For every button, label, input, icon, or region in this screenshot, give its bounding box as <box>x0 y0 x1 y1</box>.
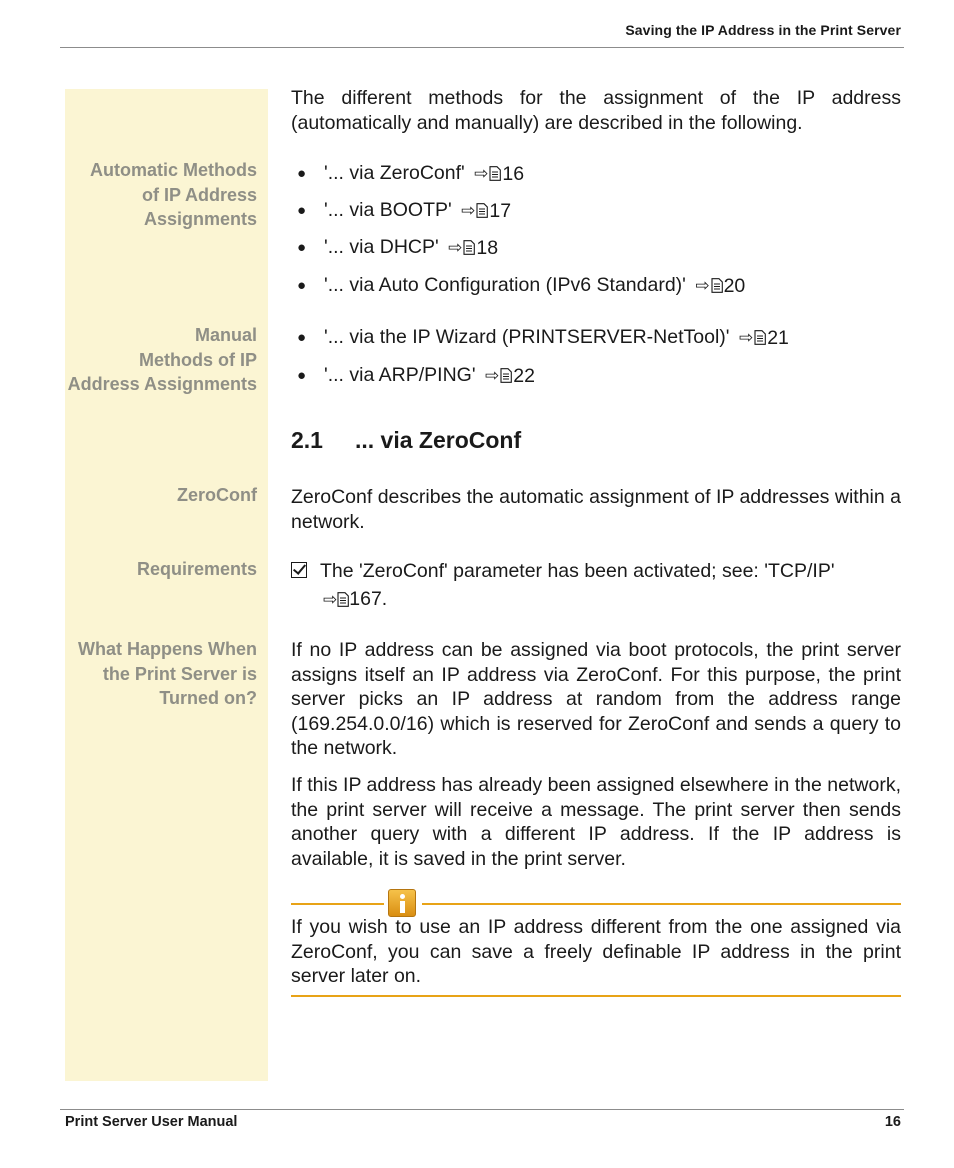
bullet-dot: ● <box>297 165 307 182</box>
section-title: ... via ZeroConf <box>355 427 522 453</box>
list-item-arp-ping: ● '... via ARP/PING' ⇨ 22 <box>297 364 535 387</box>
page-icon <box>754 330 766 345</box>
arrow-right-icon: ⇨ <box>461 201 476 220</box>
what-happens-paragraph-2: If this IP address has already been assigned elsewhere in the network, the print server will receive a message. The print server then sends another query with a different IP address. If the IP address is available, it is saved in the print server. <box>291 774 901 870</box>
sidebar-label-automatic-methods: Automatic Methods of IP Address Assignments <box>89 160 257 229</box>
section-number: 2.1 <box>291 427 323 453</box>
checked-box-icon <box>291 562 307 578</box>
page-icon <box>337 592 349 607</box>
requirement-reference[interactable]: ⇨ 167. <box>323 588 388 610</box>
cross-reference-link[interactable]: ⇨ 16 <box>474 162 525 185</box>
arrow-right-icon: ⇨ <box>695 276 710 295</box>
page-icon <box>500 368 512 383</box>
footer-manual-title: Print Server User Manual <box>65 1114 238 1130</box>
note-rule-bottom <box>291 995 901 997</box>
info-icon <box>388 889 416 917</box>
page-icon <box>463 240 475 255</box>
cross-reference-link[interactable]: ⇨ 21 <box>738 326 789 349</box>
page-icon <box>711 278 723 293</box>
footer-rule <box>60 1109 904 1110</box>
list-item-zeroconf: ● '... via ZeroConf' ⇨ 16 <box>297 162 525 185</box>
zeroconf-description: ZeroConf describes the automatic assignment of IP addresses within a network. <box>291 486 901 533</box>
sidebar-label-requirements: Requirements <box>136 559 257 579</box>
bullet-dot: ● <box>297 202 307 219</box>
bullet-dot: ● <box>297 239 307 256</box>
arrow-right-icon: ⇨ <box>738 328 754 347</box>
intro-paragraph: The different methods for the assignment of the IP address (automatically and manually) are described in the following. <box>291 87 901 134</box>
arrow-right-icon: ⇨ <box>448 238 463 257</box>
page-icon <box>489 166 501 181</box>
cross-reference-link[interactable]: ⇨ 22 <box>485 364 535 387</box>
bullet-dot: ● <box>297 329 307 346</box>
sidebar-label-zeroconf: ZeroConf <box>177 485 257 505</box>
cross-reference-link[interactable]: ⇨ 17 <box>461 199 512 222</box>
sidebar-label-manual-methods: Manual Methods of IP Address Assignments <box>67 325 257 394</box>
list-item-ip-wizard: ● '... via the IP Wizard (PRINTSERVER-NetTool)' ⇨ 21 <box>297 326 789 349</box>
arrow-right-icon: ⇨ <box>474 164 489 183</box>
cross-reference-link[interactable]: ⇨ 20 <box>695 274 746 297</box>
bullet-dot: ● <box>297 367 307 384</box>
arrow-right-icon: ⇨ <box>323 590 338 609</box>
cross-reference-link[interactable]: ⇨ 18 <box>448 236 499 259</box>
arrow-right-icon: ⇨ <box>485 366 500 385</box>
footer-page-number: 16 <box>884 1114 901 1130</box>
sidebar-label-what-happens: What Happens When the Print Server is Turned on? <box>78 639 257 708</box>
requirement-item: The 'ZeroConf' parameter has been activated; see: 'TCP/IP' ⇨ 167. <box>291 557 901 613</box>
page-icon <box>476 203 488 218</box>
list-item-dhcp: ● '... via DHCP' ⇨ 18 <box>297 236 499 259</box>
section-heading <box>291 427 521 454</box>
list-item-bootp: ● '... via BOOTP' ⇨ 17 <box>297 199 512 222</box>
header-rule <box>60 47 904 48</box>
note-rule-top-right <box>422 903 901 905</box>
note-text: If you wish to use an IP address different from the one assigned via ZeroConf, you can save a freely definable IP address in the print server later on. <box>291 916 901 987</box>
note-rule-top-left <box>291 903 384 905</box>
running-header: Saving the IP Address in the Print Server <box>625 22 901 38</box>
margin-column <box>65 89 268 1081</box>
list-item-auto-configuration: ● '... via Auto Configuration (IPv6 Standard)' ⇨ 20 <box>297 274 746 297</box>
what-happens-paragraph-1: If no IP address can be assigned via boot protocols, the print server assigns itself an IP address via ZeroConf. For this purpose, the print server picks an IP address at random from the address range (169.254.0.0/16) which is reserved for ZeroConf and sends a query to the network. <box>291 639 901 759</box>
bullet-dot: ● <box>297 277 307 294</box>
